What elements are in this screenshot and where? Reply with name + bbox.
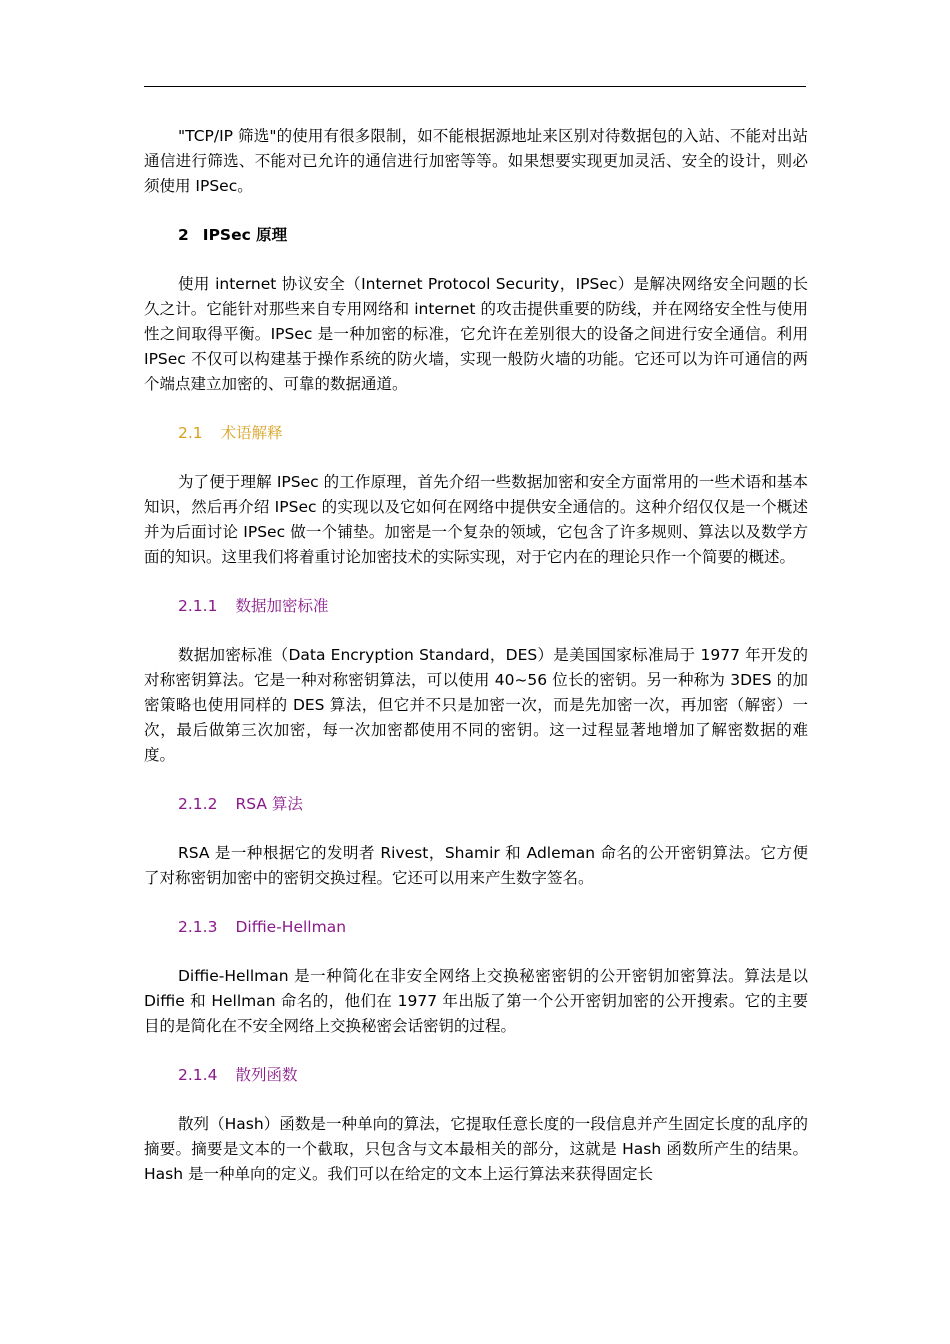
header-rule: [144, 86, 806, 87]
heading-number: 2.1.1: [178, 597, 218, 615]
heading-number: 2.1.3: [178, 918, 218, 936]
heading-number: 2: [178, 226, 189, 244]
heading-title: 数据加密标准: [235, 597, 329, 615]
paragraph-intro: "TCP/IP 筛选"的使用有很多限制，如不能根据源地址来区别对待数据包的入站、不能对出站通信进行筛选、不能对已允许的通信进行加密等等。如果想要实现更加灵活、安全的设计，则必须使用 IPSec。: [144, 127, 808, 195]
document-body: [144, 124, 808, 1211]
heading-number: 2.1: [178, 424, 203, 442]
heading-number: 2.1.4: [178, 1066, 218, 1084]
heading-number: 2.1.2: [178, 795, 218, 813]
heading-title: 术语解释: [220, 424, 283, 442]
heading-section-2-1-3: [144, 915, 808, 940]
heading-title: RSA 算法: [235, 795, 303, 813]
paragraph-hash: 散列（Hash）函数是一种单向的算法，它提取任意长度的一段信息并产生固定长度的乱序的摘要。摘要是文本的一个截取，只包含与文本最相关的部分，这就是 Hash 函数所产生的结果。Hash 是一种单向的定义。我们可以在给定的文本上运行算法来获得固定长: [144, 1115, 808, 1183]
heading-title: IPSec 原理: [202, 226, 288, 244]
heading-section-2-1-4: [144, 1063, 808, 1088]
paragraph-diffie-hellman: Diffie-Hellman 是一种简化在非安全网络上交换秘密密钥的公开密钥加密算法。算法是以 Diffie 和 Hellman 命名的，他们在 1977 年出版了第一个公开密钥加密的公开搜索。它的主要目的是简化在不安全网络上交换秘密会话密钥的过程。: [144, 967, 808, 1035]
heading-section-2-1-2: [144, 792, 808, 817]
heading-section-2-1: [144, 421, 808, 446]
paragraph-terminology: 为了便于理解 IPSec 的工作原理，首先介绍一些数据加密和安全方面常用的一些术语和基本知识，然后再介绍 IPSec 的实现以及它如何在网络中提供安全通信的。这种介绍仅仅是一个概述并为后面讨论 IPSec 做一个铺垫。加密是一个复杂的领域，它包含了许多规则、算法以及数学方面的知识。这里我们将着重讨论加密技术的实际实现，对于它内在的理论只作一个简要的概述。: [144, 473, 808, 566]
heading-section-2-1-1: [144, 594, 808, 619]
heading-title: 散列函数: [235, 1066, 298, 1084]
paragraph-ipsec-principle: 使用 internet 协议安全（Internet Protocol Security，IPSec）是解决网络安全问题的长久之计。它能针对那些来自专用网络和 internet 的攻击提供重要的防线，并在网络安全性与使用性之间取得平衡。IPSec 是一种加密的标准，它允许在差别很大的设备之间进行安全通信。利用 IPSec 不仅可以构建基于操作系统的防火墙，实现一般防火墙的功能。它还可以为许可通信的两个端点建立加密的、可靠的数据通道。: [144, 275, 808, 393]
paragraph-rsa: RSA 是一种根据它的发明者 Rivest，Shamir 和 Adleman 命名的公开密钥算法。它方便了对称密钥加密中的密钥交换过程。它还可以用来产生数字签名。: [144, 844, 808, 887]
paragraph-des: 数据加密标准（Data Encryption Standard，DES）是美国国家标准局于 1977 年开发的对称密钥算法。它是一种对称密钥算法，可以使用 40~56 位长的密钥。另一种称为 3DES 的加密策略也使用同样的 DES 算法，但它并不只是加密一次，而是先加密一次，再加密（解密）一次，最后做第三次加密，每一次加密都使用不同的密钥。这一过程显著地增加了解密数据的难度。: [144, 646, 808, 764]
heading-title: Diffie-Hellman: [235, 918, 347, 936]
heading-section-2: [144, 223, 808, 248]
